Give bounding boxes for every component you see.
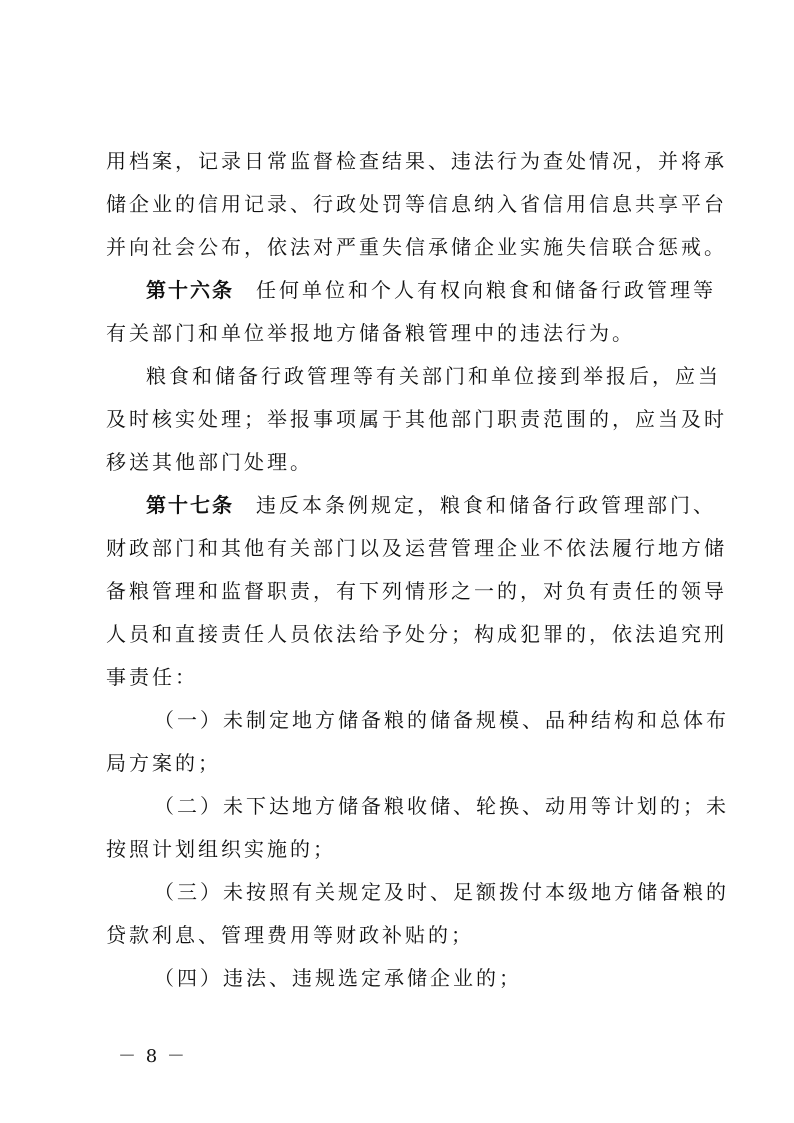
text-line: 有关部门和单位举报地方储备粮管理中的违法行为。 bbox=[106, 321, 635, 345]
article-16-first-line: 任何单位和个人有权向粮食和储备行政管理等 bbox=[256, 278, 716, 302]
list-item: （三）未按照有关规定及时、足额拨付本级地方储备粮的 bbox=[154, 880, 729, 904]
list-item: （四）违法、违规选定承储企业的； bbox=[154, 966, 522, 990]
list-item-continuation: 按照计划组织实施的； bbox=[106, 837, 336, 861]
list-item: （二）未下达地方储备粮收储、轮换、动用等计划的；未 bbox=[154, 794, 729, 818]
text-line: 人员和直接责任人员依法给予处分；构成犯罪的，依法追究刑 bbox=[106, 622, 727, 646]
page-number: － 8 － bbox=[118, 1046, 187, 1067]
article-16-heading-line bbox=[106, 269, 716, 312]
list-item-continuation: 局方案的； bbox=[106, 751, 221, 775]
text-line: 储企业的信用记录、行政处罚等信息纳入省信用信息共享平台 bbox=[106, 192, 727, 216]
text-line: 移送其他部门处理。 bbox=[106, 450, 313, 474]
document-body bbox=[106, 140, 729, 1000]
list-item: （一）未制定地方储备粮的储备规模、品种结构和总体布 bbox=[154, 708, 729, 732]
text-line: 粮食和储备行政管理等有关部门和单位接到举报后，应当 bbox=[146, 364, 721, 388]
text-line: 备粮管理和监督职责，有下列情形之一的，对负有责任的领导 bbox=[106, 579, 727, 603]
article-17-heading-line bbox=[106, 484, 716, 527]
article-17-title: 第十七条 bbox=[146, 493, 234, 517]
article-16-title: 第十六条 bbox=[146, 278, 234, 302]
article-17-first-line: 违反本条例规定，粮食和储备行政管理部门、 bbox=[256, 493, 716, 517]
text-line: 用档案，记录日常监督检查结果、违法行为查处情况，并将承 bbox=[106, 149, 727, 173]
text-line: 及时核实处理；举报事项属于其他部门职责范围的，应当及时 bbox=[106, 407, 727, 431]
text-line: 事责任： bbox=[106, 665, 198, 689]
text-line: 财政部门和其他有关部门以及运营管理企业不依法履行地方储 bbox=[106, 536, 727, 560]
list-item-continuation: 贷款利息、管理费用等财政补贴的； bbox=[106, 923, 474, 947]
text-line: 并向社会公布，依法对严重失信承储企业实施失信联合惩戒。 bbox=[106, 235, 727, 259]
